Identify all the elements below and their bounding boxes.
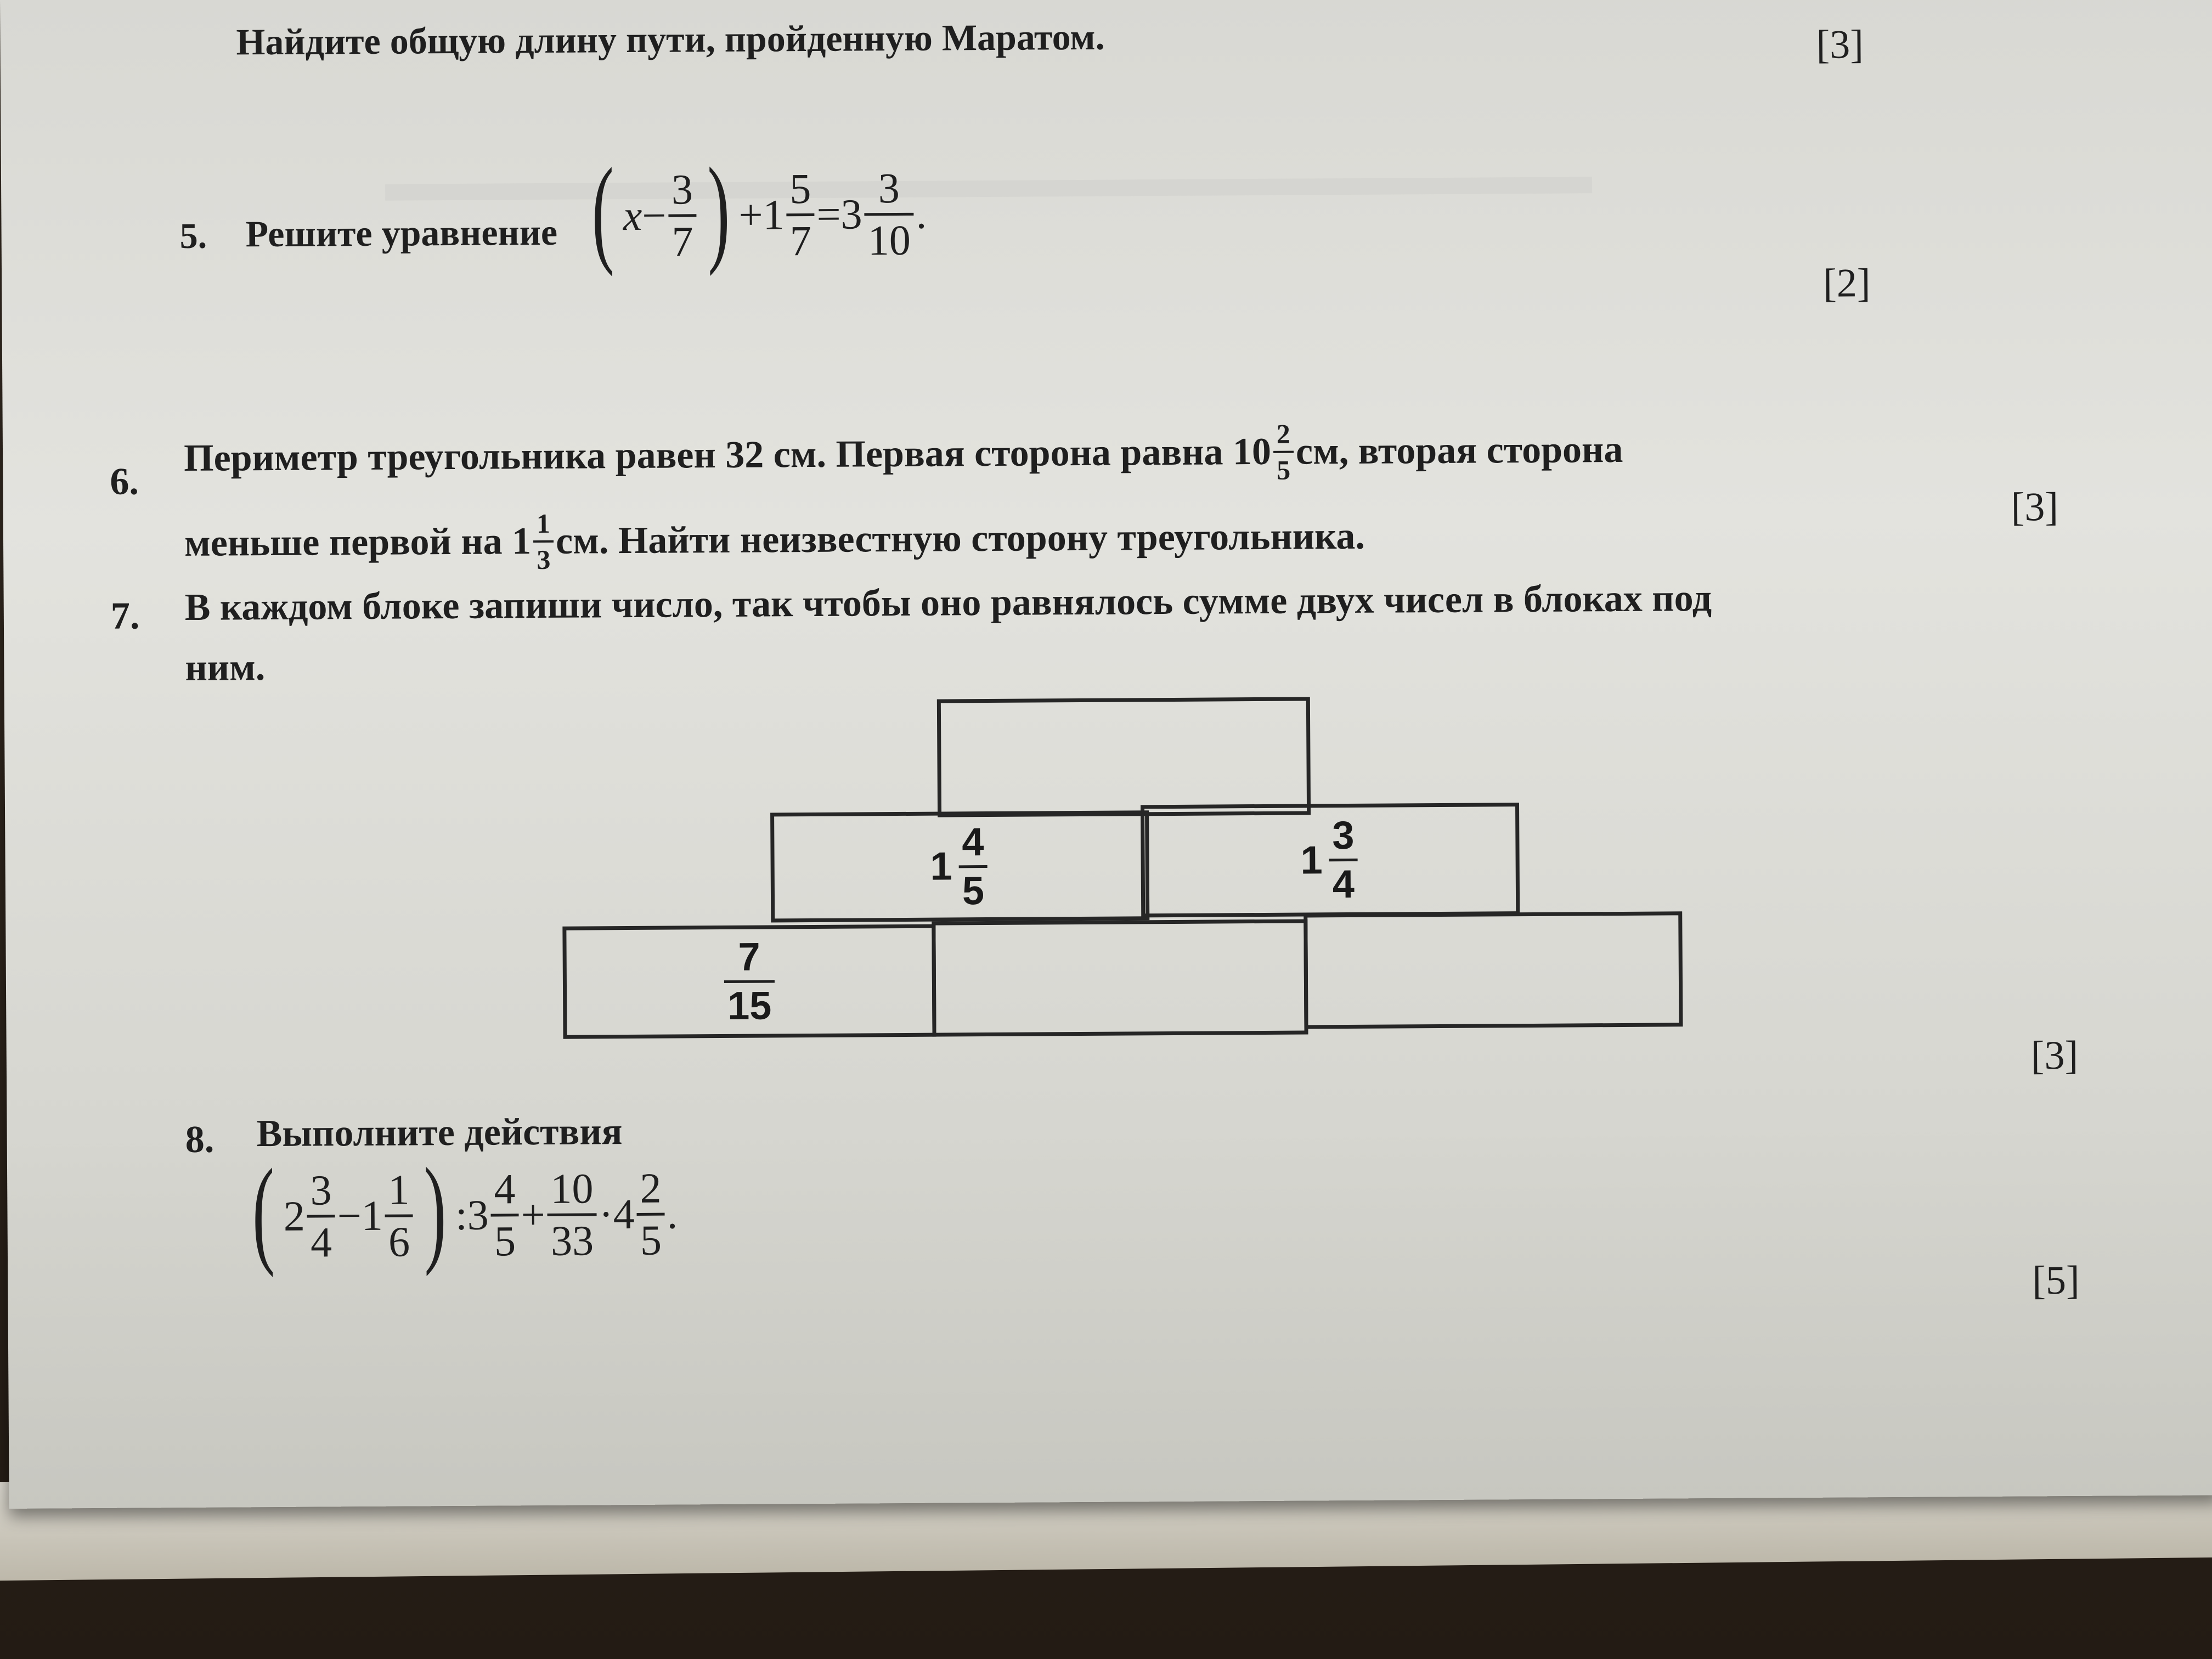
pyramid-block-bottom-left[interactable] (562, 924, 936, 1039)
fraction: $\frac{3}{10}$ (864, 166, 914, 262)
task8-text: Выполните действия (256, 1110, 623, 1155)
fraction: $\frac{2}{5}$ (1273, 420, 1294, 484)
show-through-band (385, 177, 1592, 200)
task7-number: 7. (110, 595, 140, 637)
right-paren: ) (707, 142, 730, 277)
fraction: $\frac{4}{5}$ (490, 1167, 519, 1262)
task7-score: [3] (2030, 1032, 2079, 1079)
pyramid-block-bottom-right[interactable] (1304, 911, 1683, 1029)
task5-number: 5. (179, 216, 207, 257)
task5-equation: ( x − $\frac{3}{7}$ ) + 1 $\frac{5}{7}$ = 3 $\frac{3}{10}$ . (591, 142, 927, 278)
fraction: $\frac{5}{7}$ (786, 167, 815, 262)
fraction: $\frac{7}{15}$ (724, 937, 775, 1026)
pyramid-block-mid-left[interactable]: 1 $\frac{4}{5}$ (770, 810, 1149, 922)
pyramid-block-bottom-middle[interactable] (932, 919, 1308, 1036)
task8-score: [5] (2032, 1257, 2080, 1304)
left-paren: ( (591, 143, 614, 278)
fraction: $\frac{2}{5}$ (636, 1166, 665, 1261)
task4-score: [3] (1816, 22, 1864, 67)
task4-text: Найдите общую длину пути, пройденную Маратом. (236, 15, 1105, 63)
fraction: $\frac{3}{7}$ (668, 168, 697, 263)
pyramid-block-top[interactable] (937, 697, 1311, 817)
fraction: $\frac{4}{5}$ (958, 822, 988, 911)
task6-line2: меньше первой на 1 $\frac{1}{3}$ см. Найти неизвестную сторону треугольника. (184, 507, 1365, 575)
task6-score: [3] (2011, 484, 2059, 530)
task6-number: 6. (110, 460, 139, 503)
fraction: $\frac{1}{3}$ (533, 510, 554, 573)
task8-number: 8. (185, 1118, 215, 1161)
fraction: $\frac{3}{4}$ (307, 1169, 335, 1263)
fraction: $\frac{1}{6}$ (385, 1168, 413, 1263)
right-paren: ) (424, 1143, 447, 1277)
task7-line2: ним. (185, 646, 266, 689)
pyramid-block-mid-right[interactable]: 1 $\frac{3}{4}$ (1141, 803, 1520, 917)
fraction: $\frac{3}{4}$ (1329, 816, 1358, 904)
task8-expression: ( 2 $\frac{3}{4}$ − 1 $\frac{1}{6}$ ) : 3 $\frac{4}{5}$ + $\frac{10}{33}$ · 4 $\frac{2}{5}$ . (252, 1143, 678, 1278)
left-paren: ( (252, 1143, 275, 1278)
fraction: $\frac{10}{33}$ (547, 1167, 597, 1262)
task6-line1: Периметр треугольника равен 32 см. Первая сторона равна 10 $\frac{2}{5}$ см, вторая сторона (183, 418, 1623, 486)
task5-text: Решите уравнение (245, 211, 558, 255)
task7-line1: В каждом блоке запиши число, так чтобы оно равнялось сумме двух чисел в блоках под (184, 577, 1712, 629)
task5-score: [2] (1822, 261, 1871, 306)
